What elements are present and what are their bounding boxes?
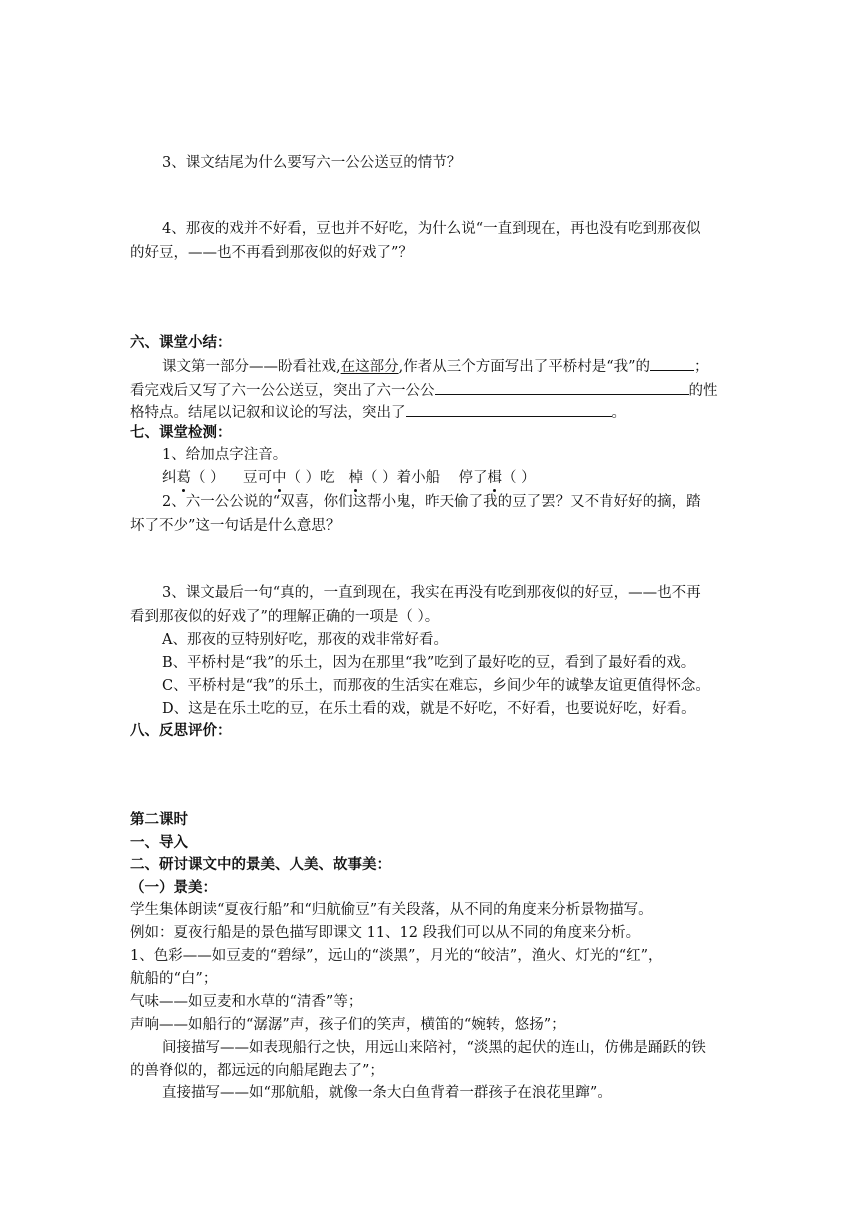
- dotted-character: 中: [272, 470, 287, 486]
- option-d: D、这是在乐土吃的豆，在乐土看的戏，就是不好吃，不好看，也要说好吃，好看。: [162, 701, 696, 717]
- summary-line-2: [130, 379, 718, 401]
- lesson-2-para-6-line-1: 间接描写——如表现船行之快，用远山来陪衬，“淡黑的起伏的连山，仿佛是踊跃的铁: [162, 1040, 706, 1056]
- test-question-2-line-2: 坏了不少”这一句话是什么意思？: [130, 518, 341, 534]
- lesson-2-para-6-line-2: 的兽脊似的，都远远的向船尾跑去了”；: [130, 1063, 384, 1079]
- summary-underlined-text: 在这部分: [340, 359, 399, 375]
- summary-text: 看完戏后又写了六一公公送豆，突出了六一公公: [130, 383, 435, 399]
- lesson-2-para-2: 例如：夏夜行船是的景色描写即课文 11、12 段我们可以从不同的角度来分析。: [130, 925, 641, 941]
- test-question-1: 1、给加点字注音。: [162, 447, 288, 463]
- lesson-2-para-1: 学生集体朗读“夏夜行船”和“归航偷豆”有关段落，从不同的角度来分析景物描写。: [130, 902, 653, 918]
- pinyin-word: 豆可: [243, 470, 273, 486]
- test-question-2-line-1: 2、六一公公说的“双喜，你们这帮小鬼，昨天偷了我的豆了罢？又不肯好好的摘，踏: [162, 494, 701, 510]
- pinyin-blank[interactable]: （ ）吃: [286, 470, 335, 486]
- test-heading: 七、课堂检测：: [130, 424, 232, 441]
- summary-text: ；: [694, 359, 709, 375]
- question-4-line-2: 的好豆，——也不再看到那夜似的好戏了”？: [130, 245, 413, 261]
- summary-text: 者从三个方面写出了平桥村是“我”的: [417, 359, 651, 375]
- blank-line[interactable]: [650, 355, 694, 371]
- lesson-2-para-3-line-1: 1、色彩——如豆麦的“碧绿”，远山的“淡黑”，月光的“皎洁”，渔火、灯光的“红”，: [130, 948, 663, 964]
- summary-text: 的性: [688, 383, 718, 399]
- pinyin-word: 纠: [162, 470, 177, 486]
- summary-heading: 六、课堂小结：: [130, 334, 232, 351]
- lesson-2-title: 第二课时: [130, 811, 188, 828]
- pinyin-blank[interactable]: （ ）: [502, 470, 536, 486]
- pinyin-line: [162, 468, 536, 488]
- blank-line[interactable]: [406, 401, 612, 417]
- summary-line-3: [130, 401, 626, 423]
- pinyin-blank[interactable]: （ ）: [191, 470, 225, 486]
- option-b: B、平桥村是“我”的乐土，因为在那里“我”吃到了最好吃的豆，看到了最好看的戏。: [162, 655, 696, 671]
- pinyin-blank[interactable]: （ ）着小船: [362, 470, 441, 486]
- dotted-character: 葛: [176, 470, 191, 486]
- summary-text: 课文第一部分——盼看社戏,: [162, 359, 341, 375]
- lesson-2-section-2: 二、研讨课文中的景美、人美、故事美：: [130, 856, 391, 873]
- test-question-3-line-2: 看到那夜似的好戏了”的理解正确的一项是（ ）。: [130, 609, 440, 625]
- lesson-2-para-3-line-2: 航船的“白”；: [130, 971, 218, 987]
- dotted-character: 棹: [348, 470, 363, 486]
- reflection-heading: 八、反思评价：: [130, 722, 232, 739]
- lesson-2-para-5: 声响——如船行的“潺潺”声，孩子们的笑声，横笛的“婉转，悠扬”；: [130, 1017, 566, 1033]
- summary-text: 格特点。结尾以记叙和议论的写法，突出了: [130, 405, 406, 421]
- test-question-3-line-1: 3、课文最后一句“真的，一直到现在，我实在再没有吃到那夜似的好豆，——也不再: [162, 585, 701, 601]
- dotted-character: 楫: [487, 470, 503, 486]
- pinyin-word: 停了: [458, 470, 488, 486]
- question-3: 3、课文结尾为什么要写六一公公送豆的情节？: [162, 155, 462, 171]
- option-a: A、那夜的豆特别好吃，那夜的戏非常好看。: [162, 632, 448, 648]
- lesson-2-subsection-1: （一）景美：: [130, 879, 217, 896]
- option-c: C、平桥村是“我”的乐土，而那夜的生活实在难忘，乡间少年的诚挚友谊更值得怀念。: [162, 678, 710, 694]
- summary-text: 。: [611, 405, 626, 421]
- question-4-line-1: 4、那夜的戏并不好看，豆也并不好吃，为什么说“一直到现在，再也没有吃到那夜似: [162, 221, 701, 237]
- blank-line[interactable]: [435, 379, 689, 395]
- lesson-2-section-1: 一、导入: [130, 834, 188, 851]
- lesson-2-para-4: 气味——如豆麦和水草的“清香”等；: [130, 994, 363, 1010]
- summary-line-1: [162, 355, 709, 377]
- summary-text: ,作: [398, 359, 418, 375]
- lesson-2-para-7: 直接描写——如“那航船，就像一条大白鱼背着一群孩子在浪花里蹿”。: [162, 1085, 612, 1101]
